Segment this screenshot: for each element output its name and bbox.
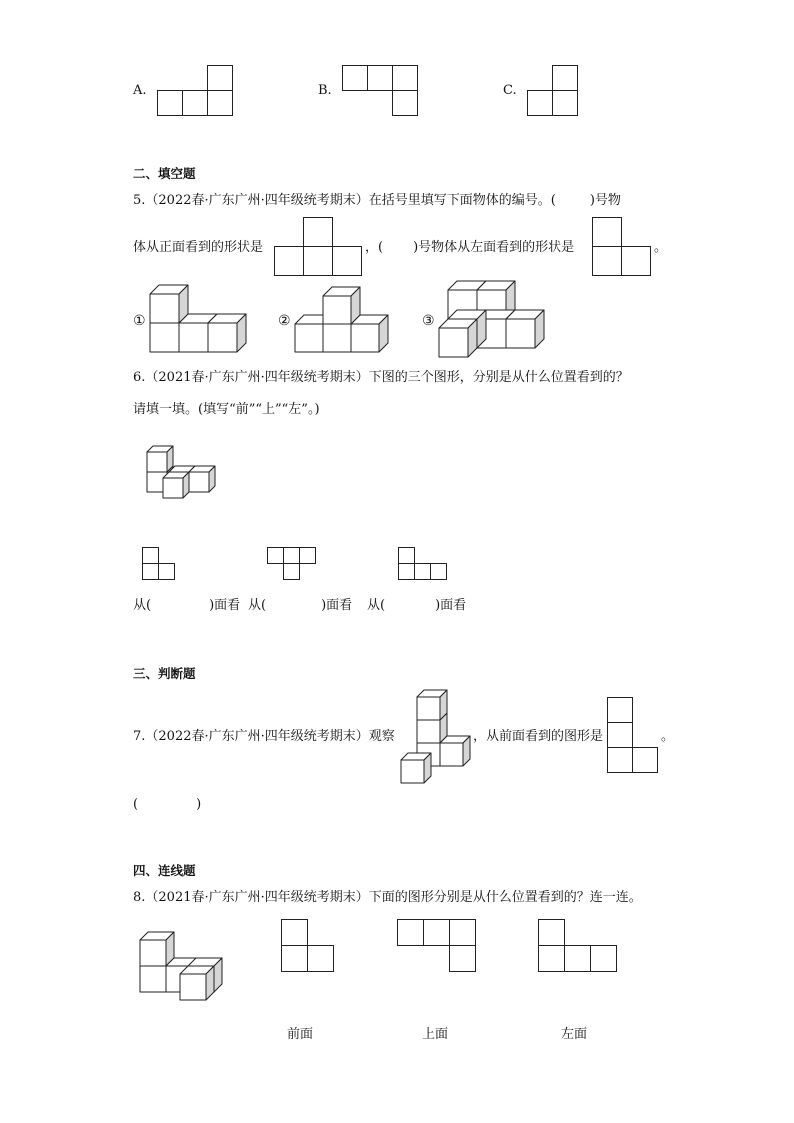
- q8-source: （2021春·广东广州·四年级统考期末）: [145, 890, 369, 905]
- q6-text-line2: 请填一填。(填写“前”“上”“左”。): [133, 402, 320, 417]
- q8-label-front[interactable]: 前面: [287, 1027, 314, 1042]
- cube-front-face: [506, 319, 535, 348]
- q5-text4: ，(: [365, 240, 384, 255]
- cube-front-face: [323, 324, 351, 352]
- q5-text6: 。: [654, 240, 668, 255]
- q5-source: （2022春·广东广州·四年级统考期末）: [145, 193, 369, 208]
- q7-text1: 观察: [368, 729, 395, 744]
- q6-line1: [133, 370, 629, 386]
- section-heading-matching: 四、连线题: [133, 863, 196, 878]
- q6-text-line1: 下图的三个图形，分别是从什么位置看到的？: [368, 370, 629, 385]
- q7-answer-paren: ( ): [133, 797, 202, 812]
- q5-solid-3-label: ③: [422, 313, 435, 329]
- cube-front-face: [439, 328, 468, 357]
- q7-text2: ，从前面看到的图形是: [473, 729, 604, 744]
- q6-answer-2: 从( )面看: [248, 598, 353, 613]
- q8-line: [133, 890, 642, 906]
- section-heading-fill-blank: 二、填空题: [133, 166, 196, 181]
- q5-text3: 体从正面看到的形状是: [133, 240, 264, 255]
- q7-source: （2022春·广东广州·四年级统考期末）: [145, 729, 369, 744]
- cube-front-face: [295, 324, 323, 352]
- q7-text3: 。: [661, 729, 675, 744]
- q8-text: 下面的图形分别是从什么位置看到的？连一连。: [368, 890, 642, 905]
- q8-number: 8.: [133, 890, 146, 905]
- cube-front-face: [140, 940, 166, 966]
- option-c-label: C.: [503, 83, 517, 98]
- q5-text2: )号物: [589, 193, 621, 208]
- cube-front-face: [417, 697, 440, 720]
- option-a-label: A.: [133, 83, 147, 98]
- q5-number: 5.: [133, 193, 146, 208]
- section-heading-true-false: 三、判断题: [133, 666, 196, 681]
- cube-front-face: [150, 323, 179, 352]
- option-b-label: B.: [318, 83, 332, 98]
- cube-front-face: [401, 760, 424, 783]
- q8-label-top[interactable]: 上面: [422, 1027, 449, 1042]
- cube-front-face: [351, 324, 379, 352]
- q7-number: 7.: [133, 729, 146, 744]
- q5-solid-1-label: ①: [133, 313, 146, 329]
- q6-answer-3: 从( )面看: [367, 598, 467, 613]
- q7-line: [133, 729, 395, 745]
- q6-answer-1: 从( )面看: [133, 598, 241, 613]
- q5-solid-2-label: ②: [278, 313, 291, 329]
- q5-text1: 在括号里填写下面物体的编号。(: [368, 193, 556, 208]
- cube-front-face: [179, 323, 208, 352]
- cube-front-face: [208, 323, 237, 352]
- cube-front-face: [140, 966, 166, 992]
- cube-front-face: [180, 974, 206, 1000]
- q8-label-left[interactable]: 左面: [561, 1027, 588, 1042]
- cube-front-face: [440, 743, 463, 766]
- cube-front-face: [147, 452, 167, 472]
- cube-front-face: [323, 296, 351, 324]
- q5-text5: )号物体从左面看到的形状是: [413, 240, 575, 255]
- cube-front-face: [163, 478, 183, 498]
- cube-front-face: [150, 294, 179, 323]
- q6-source: （2021春·广东广州·四年级统考期末）: [145, 370, 369, 385]
- q6-number: 6.: [133, 370, 146, 385]
- cube-front-face: [189, 472, 209, 492]
- cube-front-face: [417, 720, 440, 743]
